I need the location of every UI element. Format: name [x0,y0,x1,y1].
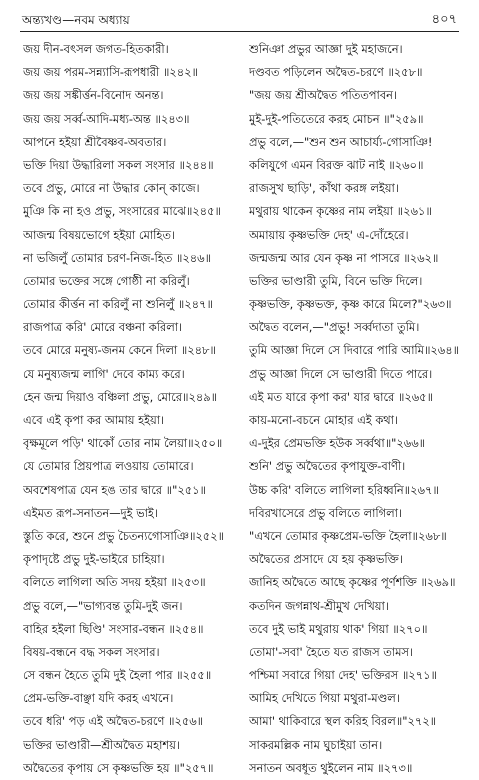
verse-line: প্রভু বলে,—"ভাগ্যবন্ত তুমি-দুই জন। [23,598,183,613]
verse-line: এই মত যারে কৃপা কর' যার দ্বারে ॥২৬৫॥ [249,389,434,404]
verse-line: রাজপাত্র করি' মোরে বঞ্চনা করিলা। [23,320,183,335]
verse-line: রাজসুখ ছাড়ি', কাঁথা করঙ্গ লইয়া। [249,181,399,196]
verse-line: তোমা'-সবা' হৈতে যত রাজস তামস। [249,644,414,659]
verse-line: প্রভু আজ্ঞা দিলে সে ভাণ্ডারী দিতে পারে। [249,366,433,381]
verse-line: আমিহ দেখিতে গিয়া মথুরা-মণ্ডল। [249,691,400,706]
verse-line: আজন্ম বিষয়ভোগে হইয়া মোহিত। [23,227,175,242]
verse-line: তোমার কীর্ত্তন না করিলুঁ না শুনিলুঁ ॥২৪৭॥ [23,297,213,312]
verse-line: পশ্চিমা সবারে গিয়া দেহ' ভক্তিরস ॥২৭১॥ [249,668,437,683]
verse-line: কতদিন জগন্নাথ-শ্রীমুখ দেখিয়া। [249,598,389,613]
verse-line: তবে মোরে মনুষ্য-জনম কেনে দিলা ॥২৪৮॥ [23,343,216,358]
verse-line: জয় দীন-বৎসল জগত-হিতকারী। [23,42,169,56]
verse-line: ভক্তির ভাণ্ডারী—শ্রীঅদ্বৈত মহাশয়। [23,737,180,752]
verse-line: কৃষ্ণভক্তি, কৃষ্ণভক্ত, কৃষ্ণ কারে মিলে?"২৬৩॥ [249,297,452,312]
verse-line: শুনিঞা প্রভুর আজ্ঞা দুই মহাজনে। [249,42,403,56]
verse-line: মুঞি কি না হও প্রভু, সংসারের মাঝে॥২৪৫॥ [23,204,221,219]
verse-line: কায়-মনো-বচনে মোহার এই কথা। [249,413,399,427]
verse-line: কৃপাদৃষ্টে প্রভু দুই-ভাইরে চাহিয়া। [23,552,165,567]
verse-line: অদ্বৈত বলেন,—"প্রভু! সর্ব্বদাতা তুমি। [249,320,420,335]
verse-line: জয় জয় সঙ্কীর্ত্তন-বিনোদ অনন্ত। [23,88,164,103]
verse-line: দণ্ডবত পড়িলেন অদ্বৈত-চরণে ॥২৫৮॥ [249,65,423,80]
verse-line: জন্মজন্ম আর যেন কৃষ্ণ না পাসরে ॥২৬২॥ [249,250,439,265]
verse-line: তবে দুই ভাই মথুরায় থাক' গিয়া ॥২৭০॥ [249,621,428,636]
verse-line: সনাতন অবধূত থুইলেন নাম ॥২৭৩॥ [249,760,413,775]
verse-line: যে তোমার প্রিয়পাত্র লওয়ায় তোমারে। [23,459,194,474]
verse-line: বৃক্ষমূলে পড়ি' থাকোঁ তোর নাম লৈয়া॥২৫০॥ [23,436,223,451]
verse-line: উচ্চ করি' বলিতে লাগিলা হরিধ্বনি॥২৬৭॥ [249,482,439,497]
verse-line: বলিতে লাগিলা অতি সদয় হইয়া ॥২৫৩॥ [23,575,206,590]
verse-line: আপনে হইয়া শ্রীবৈষ্ণব-অবতার। [23,134,167,149]
verse-line: বিষয়-বন্ধনে বদ্ধ সকল সংসার। [23,644,160,659]
verse-line: মথুরায় থাকেন কৃষ্ণের নাম লইয়া ॥২৬১॥ [249,204,432,219]
verse-line: জয় জয় পরম-সন্ন্যাসি-রূপধারী ॥২৪২॥ [23,65,198,80]
verse-line: সাকরমল্লিক নাম ঘুচাইয়া তান। [249,737,383,752]
verse-line: ভক্তি দিয়া উদ্ধারিলা সকল সংসার ॥২৪৪॥ [23,157,214,172]
verse-line: জানিহ অদ্বৈতে আছে কৃষ্ণের পূর্ণশক্তি ॥২৬৯॥ [249,575,456,590]
verse-line: মুই-দুই-পতিতেরে করহ মোচন ॥"২৫৯॥ [249,111,424,126]
verse-line: তুমি আজ্ঞা দিলে সে দিবারে পারি আমি॥২৬৪॥ [249,343,460,358]
verse-line: এইমত রূপ-সনাতন—দুই ভাই। [23,505,158,520]
verse-line: সে বন্ধন হৈতে তুমি দুই হৈলা পার ॥২৫৫॥ [23,668,212,683]
verse-line: জয় জয় সর্ব্ব-আদি-মধ্য-অন্ত ॥২৪৩॥ [23,111,190,126]
verse-column-right [249,38,467,780]
verse-line: "জয় জয় শ্রীঅদ্বৈত পতিতপাবন। [249,88,398,103]
verse-line: অদ্বৈতের প্রসাদে যে হয় কৃষ্ণভক্তি। [249,552,403,567]
verse-line: এ-দুইর প্রেমভক্তি হউক সর্ব্বথা॥"২৬৬॥ [249,436,426,451]
verse-column-left [23,38,241,780]
verse-line: তবে প্রভু, মোরে না উদ্ধার কোন্ কাজে। [23,181,200,196]
verse-line: আমা' থাকিবারে স্থল করিহ বিরল॥"২৭২॥ [249,714,437,729]
page-number: ৪০৭ [431,12,457,27]
verse-line: "এখনে তোমার কৃষ্ণপ্রেম-ভক্তি হৈলা॥২৬৮॥ [249,528,447,543]
verse-line: যে মনুষ্যজন্ম লাগি' দেবে কাম্য করে। [23,366,185,381]
verse-line: অমায়ায় কৃষ্ণভক্তি দেহ' এ-দোঁহেরে। [249,227,409,242]
verse-line: প্রেম-ভক্তি-বাঞ্ছা যদি করহ এখনে। [23,691,174,706]
header-rule [20,31,459,32]
verse-line: স্তুতি করে, শুনে প্রভু চৈতন্যগোসাঞি॥২৫২॥ [23,528,225,543]
verse-line: কলিযুগে এমন বিরক্ত ঝাট নাই ॥২৬০॥ [249,157,424,172]
verse-line: না ভজিলুঁ তোমার চরণ-নিজ-হিত ॥২৪৬॥ [23,250,212,265]
verse-line: বাহির হইলা ছিণ্ডি' সংসার-বন্ধন ॥২৫৪॥ [23,621,204,636]
verse-line: ভক্তির ভাণ্ডারী তুমি, বিনে ভক্তি দিলে। [249,273,423,288]
running-title: অন্ত্যখণ্ড—নবম অধ্যায় [22,13,130,27]
verse-line: তবে ধরি' পড় এই অদ্বৈত-চরণে ॥২৫৬॥ [23,714,204,729]
verse-line: এবে এই কৃপা কর আমায় হইয়া। [23,413,165,427]
verse-line: তোমার ভক্তের সঙ্গে গোষ্ঠী না করিলুঁ। [23,273,190,288]
verse-line: অবশেষপাত্র যেন হঙ তার দ্বারে ॥"২৫১॥ [23,482,206,497]
verse-line: অদ্বৈতের কৃপায় সে কৃষ্ণভক্তি হয় ॥"২৫৭॥ [23,760,214,775]
page-header [20,10,459,30]
verse-line: প্রভু বলে,—"শুন শুন আচার্য্য-গোসাঞি! [249,134,433,149]
verse-line: দবিরখাসেরে প্রভু বলিতে লাগিলা। [249,505,403,520]
verse-line: শুনি' প্রভু অদ্বৈতের কৃপাযুক্ত-বাণী। [249,459,406,474]
verse-line: হেন জন্ম দিয়াও বঞ্চিলা প্রভু, মোরে॥২৪৯॥ [23,389,218,404]
